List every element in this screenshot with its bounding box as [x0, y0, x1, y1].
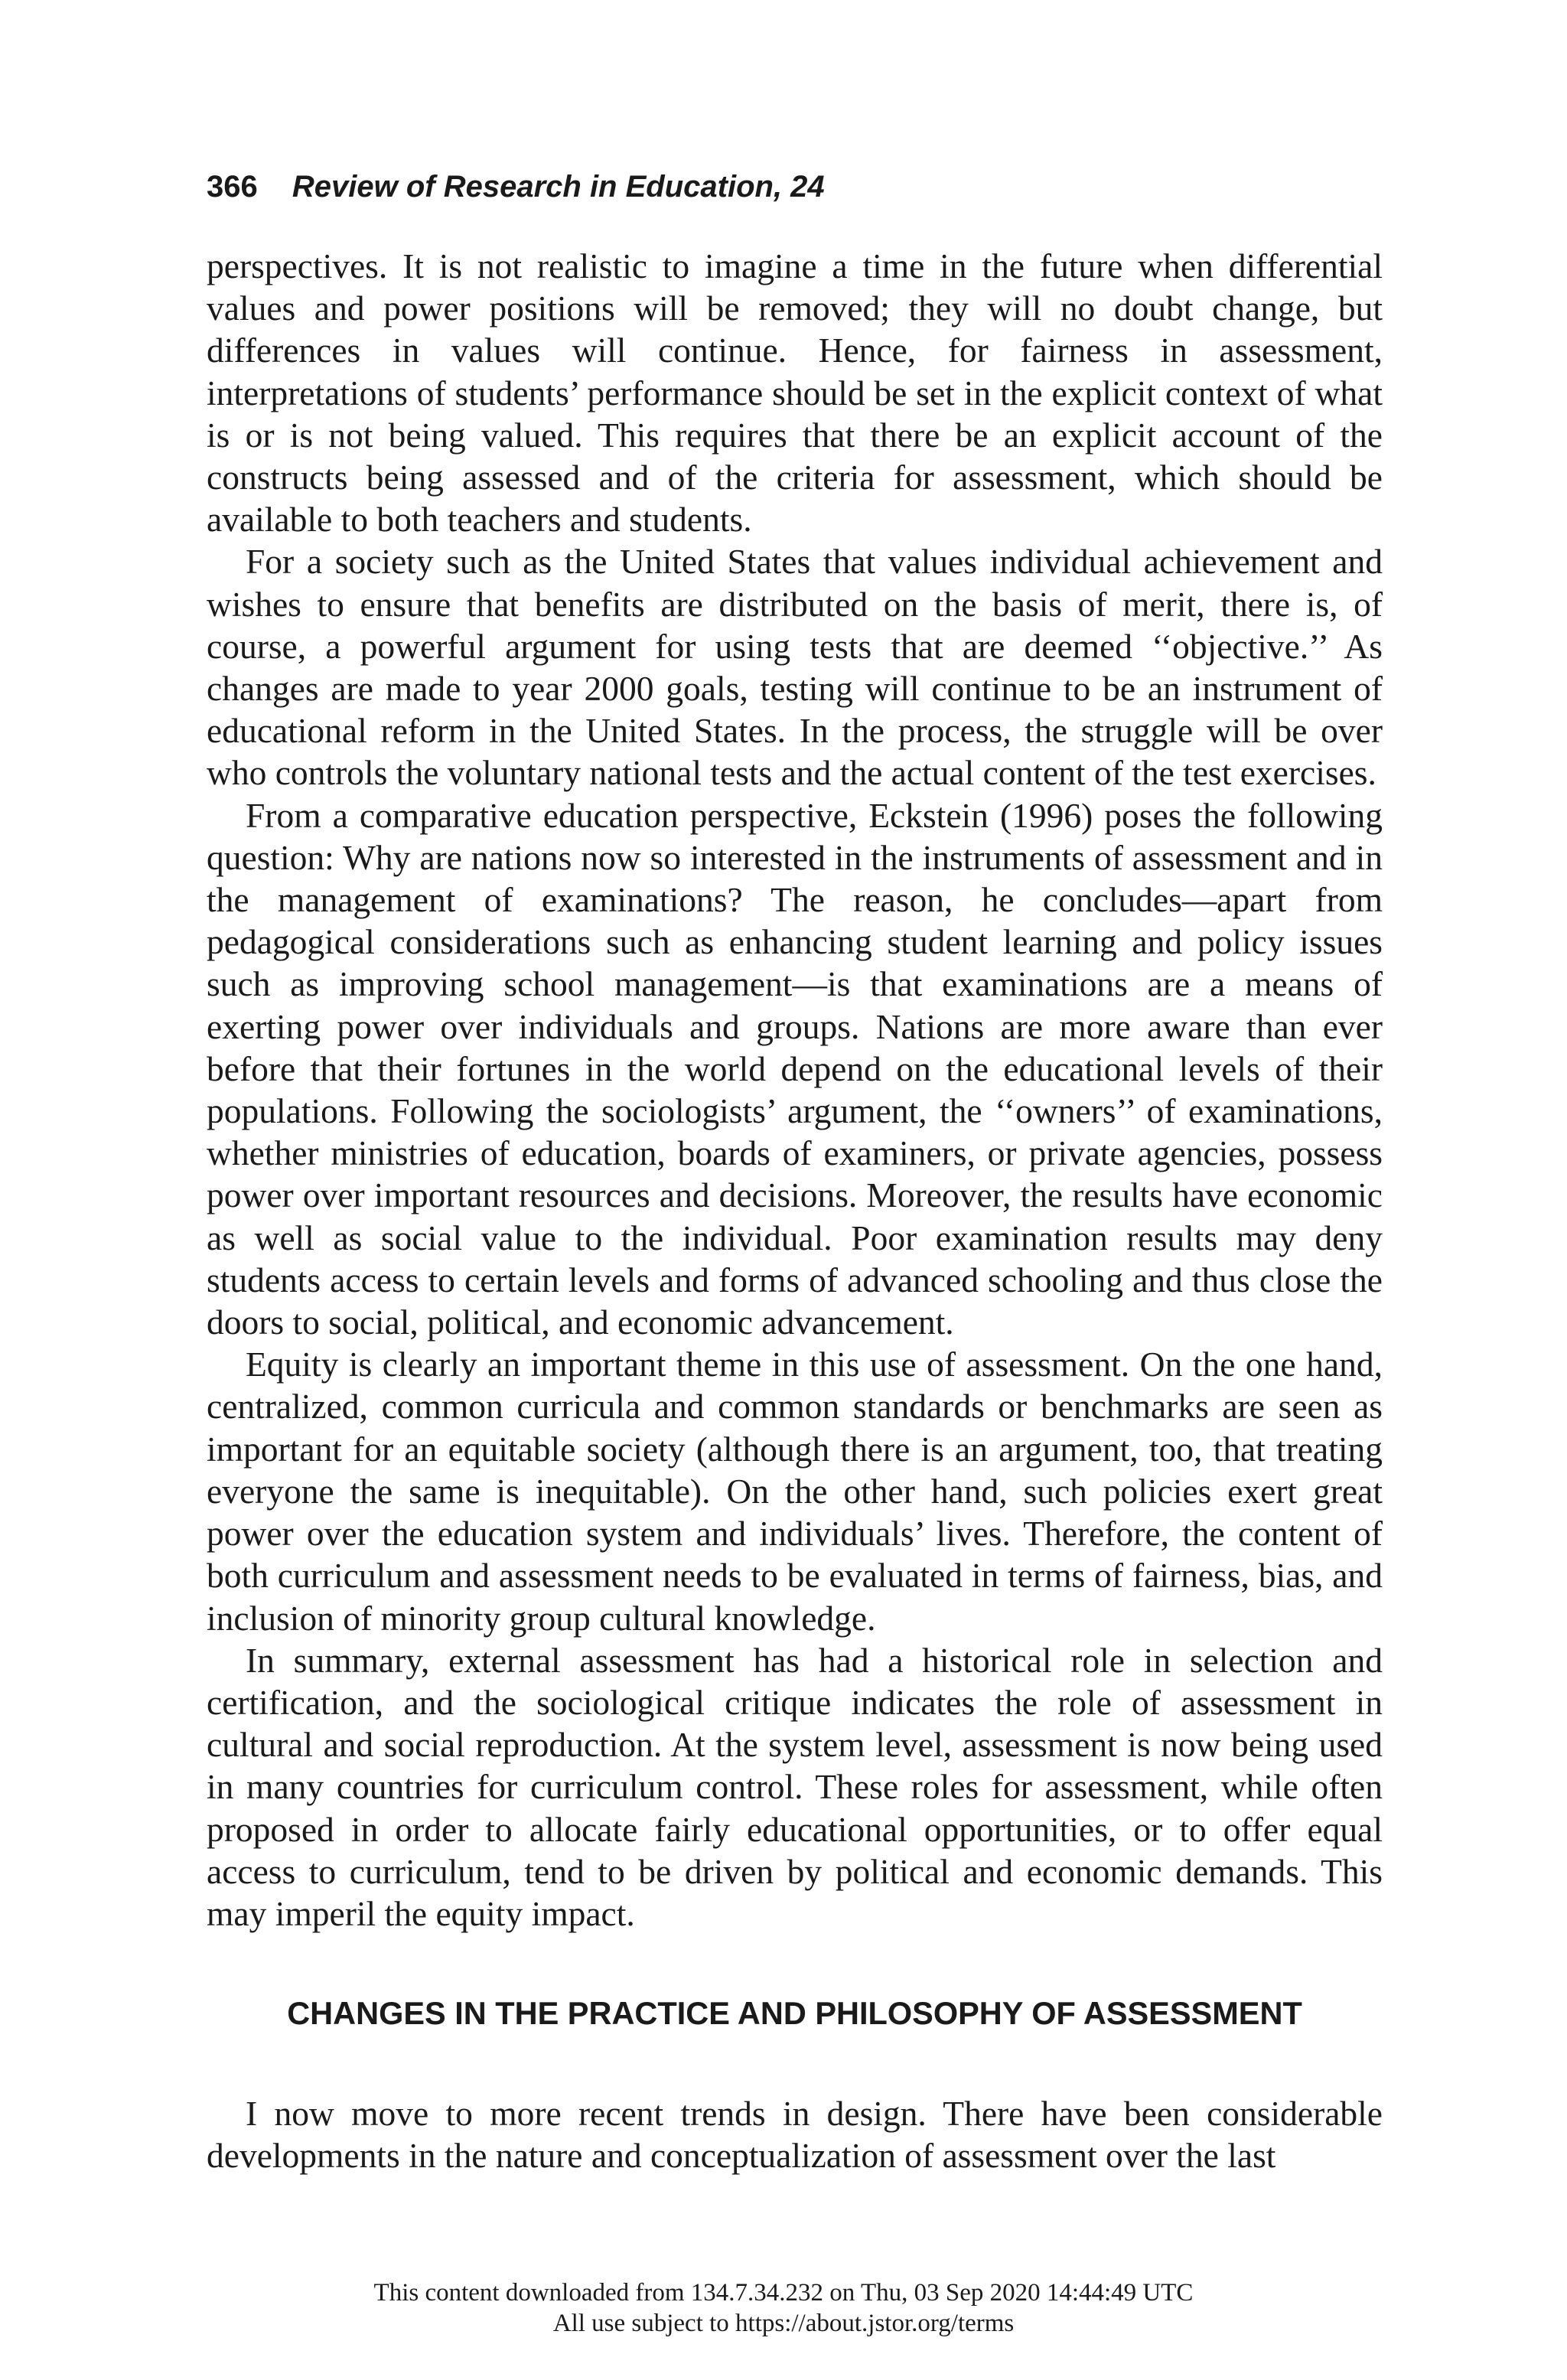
section-heading: CHANGES IN THE PRACTICE AND PHILOSOPHY OF ASSESSMENT [287, 1995, 1302, 2031]
paragraph: I now move to more recent trends in design. There have been considerable developments in the nature and conceptualization of assessment over the last [207, 2094, 1383, 2176]
page-number: 366 [207, 170, 258, 204]
download-notice-line: This content downloaded from 134.7.34.232 on Thu, 03 Sep 2020 14:44:49 UTC [373, 2279, 1194, 2307]
paragraph: From a comparative education perspective, Eckstein (1996) poses the following question: Why are nations now so interested in the instruments of assessment and in the management of examinations? The reason, he concludes—apart from pedagogical considerations such as enhancing student learning and policy issues such as improving school management—is that examinations are a means of exerting power over individuals and groups. Nations are more aware than ever before that their fortunes in the world depend on the educational levels of their populations. Following the sociologists’ argument, the ‘‘owners’’ of examinations, whether ministries of education, boards of examiners, or private agencies, possess power over important resources and decisions. Moreover, the results have economic as well as social value to the individual. Poor examination results may deny students access to certain levels and forms of advanced schooling and thus close the doors to social, political, and economic advancement. [207, 795, 1383, 1342]
paragraph: perspectives. It is not realistic to imagine a time in the future when differential values and power positions will be removed; they will no doubt change, but differences in values will continue. Hence, for fairness in assessment, interpretations of students’ performance should be set in the explicit context of what is or is not being valued. This requires that there be an explicit account of the constructs being assessed and of the criteria for assessment, which should be available to both teachers and students. [207, 246, 1383, 540]
download-notice [0, 2277, 1567, 2339]
section-body-text [207, 2092, 1383, 2176]
running-header [207, 170, 825, 204]
terms-notice-line: All use subject to https://about.jstor.org/terms [552, 2310, 1015, 2337]
paragraph: For a society such as the United States that values individual achievement and wishes to ensure that benefits are distributed on the basis of merit, there is, of course, a powerful argument for using tests that are deemed ‘‘objective.’’ As changes are made to year 2000 goals, testing will continue to be an instrument of educational reform in the United States. In the process, the struggle will be over who controls the voluntary national tests and the actual content of the test exercises. [207, 542, 1383, 793]
paragraph: In summary, external assessment has had a historical role in selection and certification, and the sociological critique indicates the role of assessment in cultural and social reproduction. At the system level, assessment is now being used in many countries for curriculum control. These roles for assessment, while often proposed in order to allocate fairly educational opportunities, or to offer equal access to curriculum, tend to be driven by political and economic demands. This may imperil the equity impact. [207, 1640, 1383, 1933]
journal-title: Review of Research in Education, 24 [292, 170, 825, 204]
paragraph: Equity is clearly an important theme in this use of assessment. On the one hand, centralized, common curricula and common standards or benchmarks are seen as important for an equitable society (although there is an argument, too, that treating everyone the same is inequitable). On the other hand, such policies exert great power over the education system and individuals’ lives. Therefore, the content of both curriculum and assessment needs to be evaluated in terms of fairness, bias, and inclusion of minority group cultural knowledge. [207, 1345, 1383, 1638]
body-text [207, 245, 1383, 1935]
